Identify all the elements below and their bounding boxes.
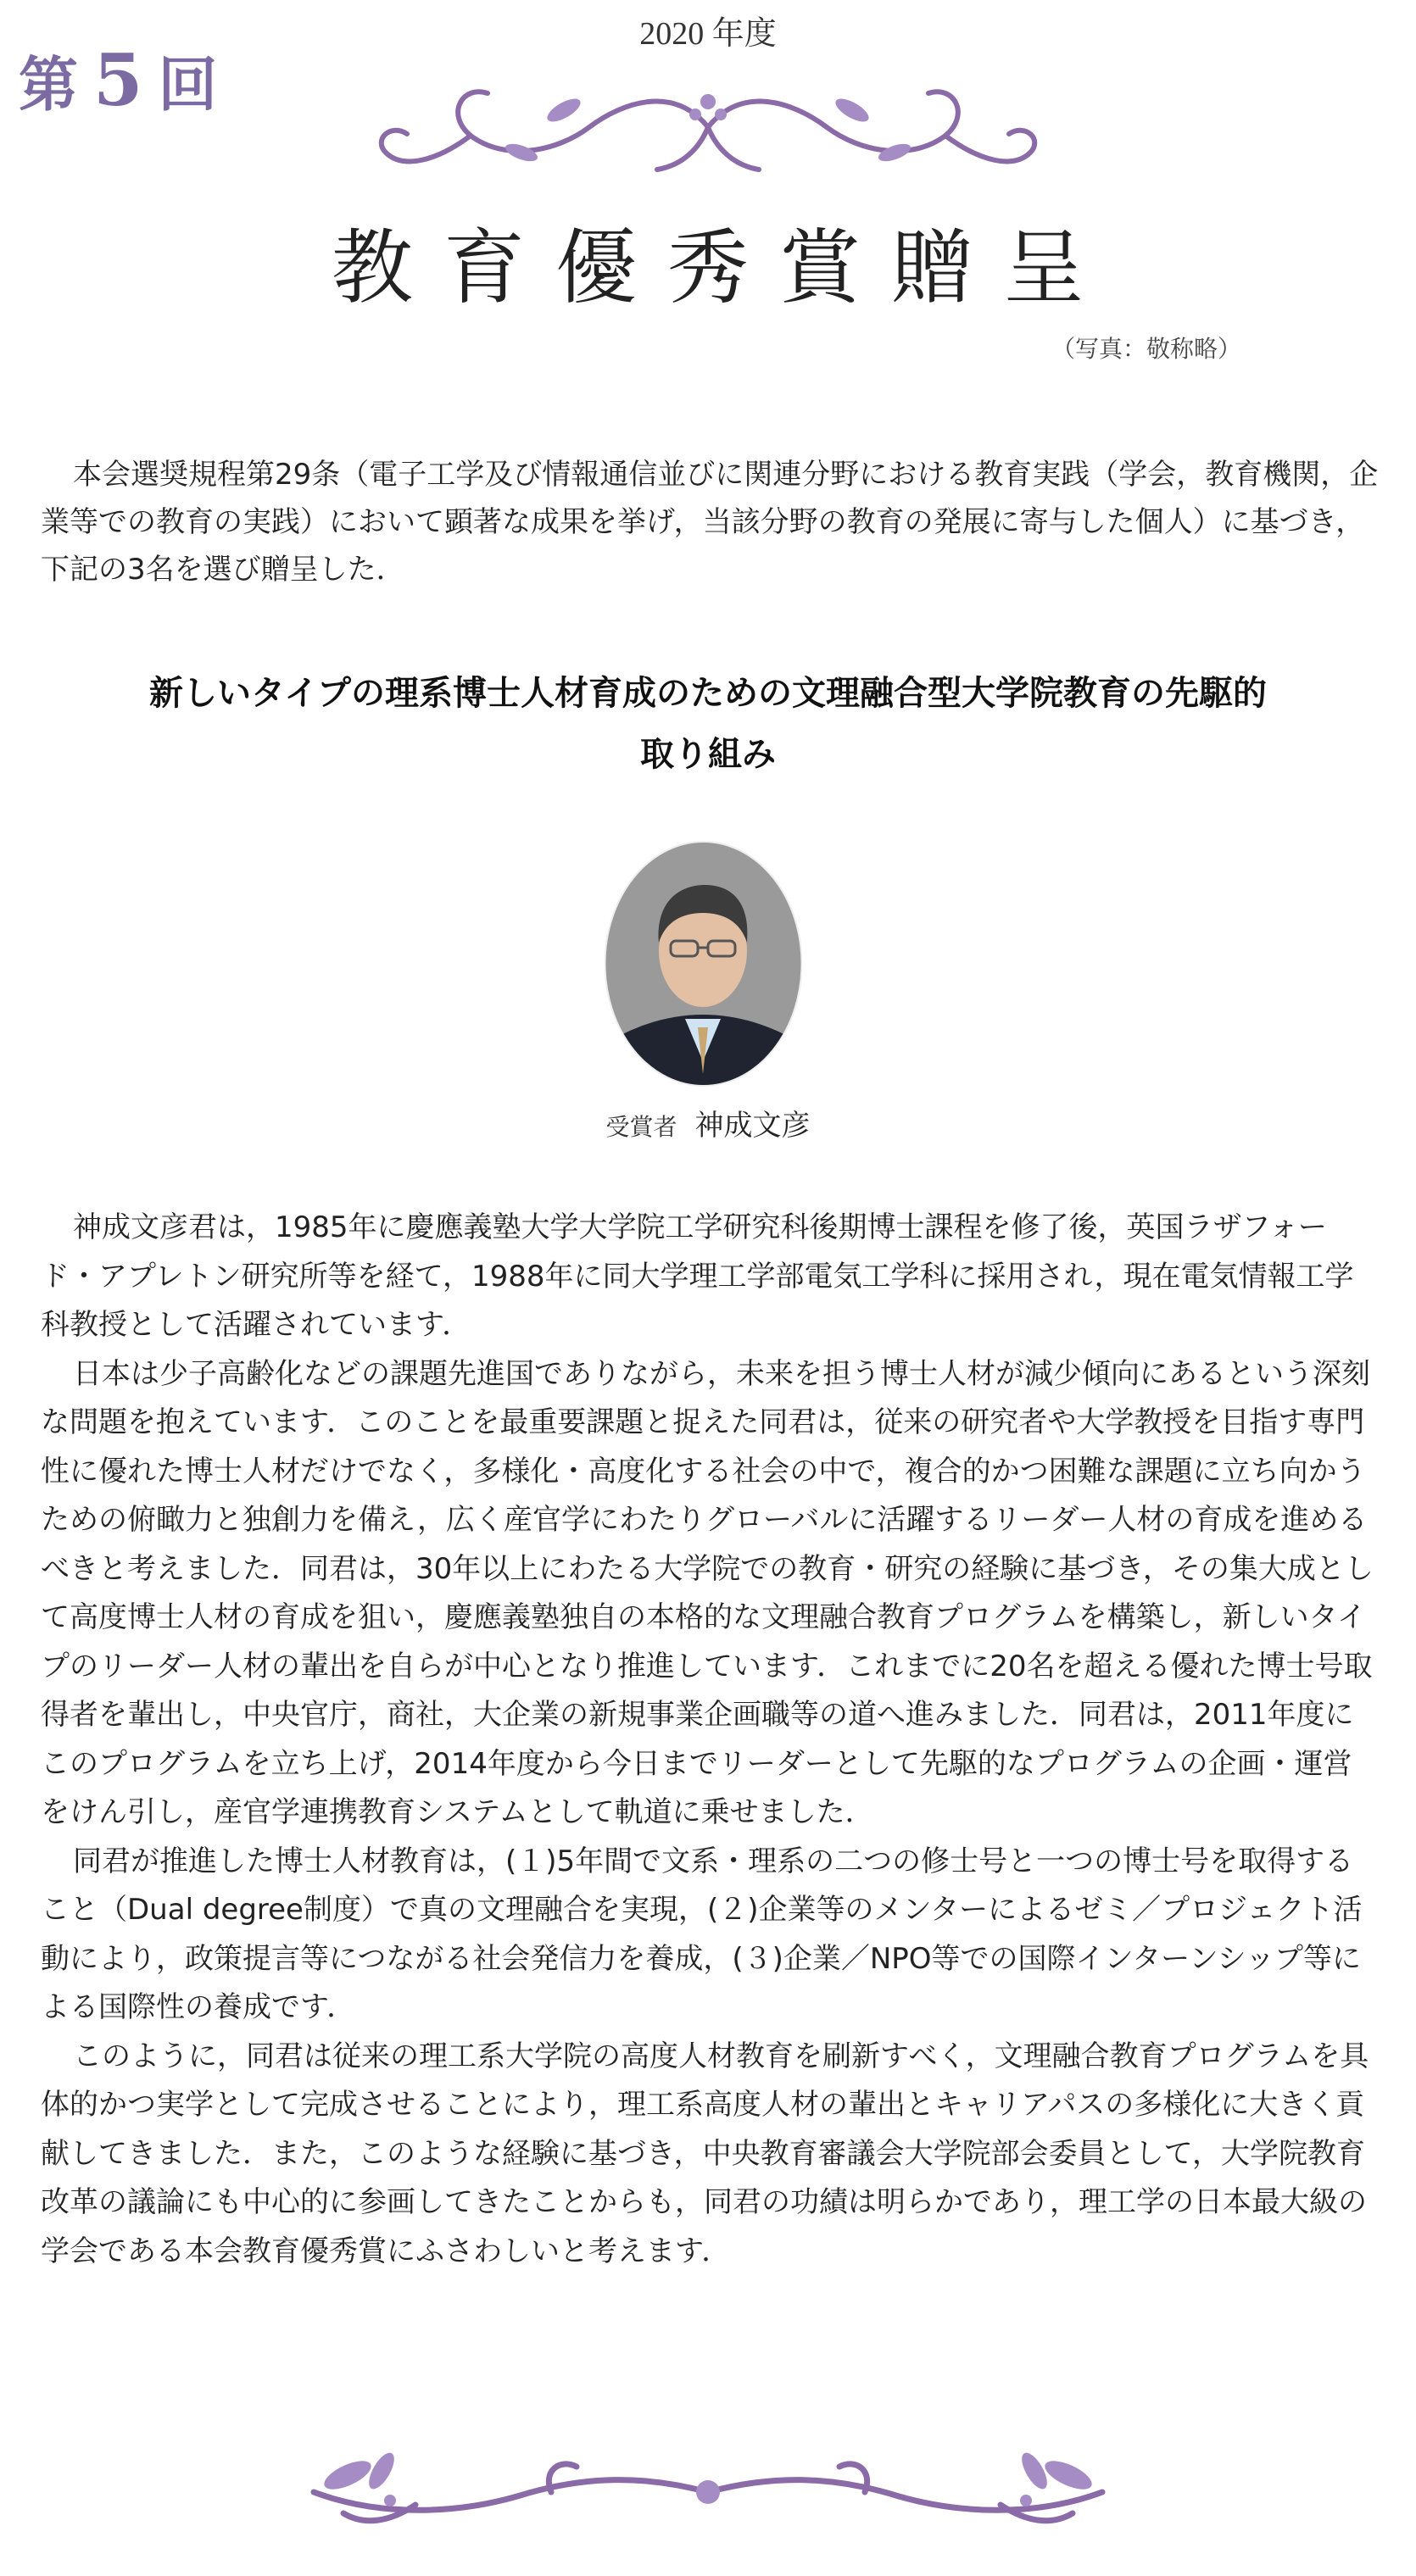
photo-credit: （写真：敬称略） <box>1051 335 1242 363</box>
award-title <box>59 663 1357 785</box>
body-paragraph: このように，同君は従来の理工系大学院の高度人材教育を刷新すべく，文理融合教育プログラムを具体的かつ実学として完成させることにより，理工系高度人材の輩出とキャリアパスの多様化に大きく貢献してきました．また，このような経験に基づき，中央教育審議会大学院部会委員として，大学院教育改革の議論にも中心的に参画してきたことからも，同君の功績は明らかであり，理工学の日本最大級の学会である本会教育優秀賞にふさわしいと考えます． <box>41 2039 1369 2268</box>
body-text <box>41 1204 1380 2276</box>
year-label: 2020 年度 <box>639 16 777 52</box>
round-prefix: 第 <box>19 49 85 120</box>
award-title-line2: 取り組み <box>640 735 776 774</box>
body-paragraph: 日本は少子高齢化などの課題先進国でありながら，未来を担う博士人材が減少傾向にあるという深刻な問題を抱えています．このことを最重要課題と捉えた同君は，従来の研究者や大学教授を目指す専門性に優れた博士人材だけでなく，多様化・高度化する社会の中で，複合的かつ困難な課題に立ち向かうための俯瞰力と独創力を備え，広く産官学にわたりグローバルに活躍するリーダー人材の育成を進めるべきと考えました．同君は，30年以上にわたる大学院での教育・研究の経験に基づき，その集大成として高度博士人材の育成を狙い，慶應義塾独自の本格的な文理融合教育プログラムを構築し，新しいタイプのリーダー人材の輩出を自らが中心となり推進しています．これまでに20名を超える優れた博士号取得者を輩出し，中央官庁，商社，大企業の新規事業企画職等の道へ進みました．同君は，2011年度にこのプログラムを立ち上げ，2014年度から今日までリーダーとして先駆的なプログラムの企画・運営をけん引し，産官学連携教育システムとして軌道に乗せました． <box>41 1356 1374 1829</box>
top-ornament-icon <box>369 68 1047 195</box>
recipient-portrait <box>605 841 802 1087</box>
recipient-label: 受賞者 <box>605 1113 677 1141</box>
recipient-name: 神成文彦 <box>694 1109 811 1143</box>
intro-paragraph: 本会選奨規程第29条（電子工学及び情報通信並びに関連分野における教育実践（学会，教育機関，企業等での教育の実践）において顕著な成果を挙げ，当該分野の教育の発展に寄与した個人）に基づき，下記の3名を選び贈呈した． <box>41 458 1379 587</box>
round-num: 5 <box>93 38 150 122</box>
round-number <box>19 37 224 123</box>
bottom-ornament-icon <box>263 2441 1153 2543</box>
award-title-line1: 新しいタイプの理系博士人材育成のための文理融合型大学院教育の先駆的 <box>149 674 1267 713</box>
page-title: 教育優秀賞贈呈 <box>332 220 1115 315</box>
recipient-caption <box>0 1102 1416 1143</box>
round-suffix: 回 <box>158 49 225 120</box>
body-paragraph: 神成文彦君は，1985年に慶應義塾大学大学院工学研究科後期博士課程を修了後，英国ラザフォード・アプレトン研究所等を経て，1988年に同大学理工学部電気工学科に採用され，現在電気情報工学科教授として活躍されています． <box>41 1210 1354 1342</box>
body-paragraph: 同君が推進した博士人材教育は，(１)5年間で文系・理系の二つの修士号と一つの博士号を取得すること（Dual degree制度）で真の文理融合を実現，(２)企業等のメンターによるゼミ／プロジェクト活動により，政策提言等につながる社会発信力を養成，(３)企業／NPO等での国際インターンシップ等による国際性の養成です． <box>41 1844 1363 2024</box>
